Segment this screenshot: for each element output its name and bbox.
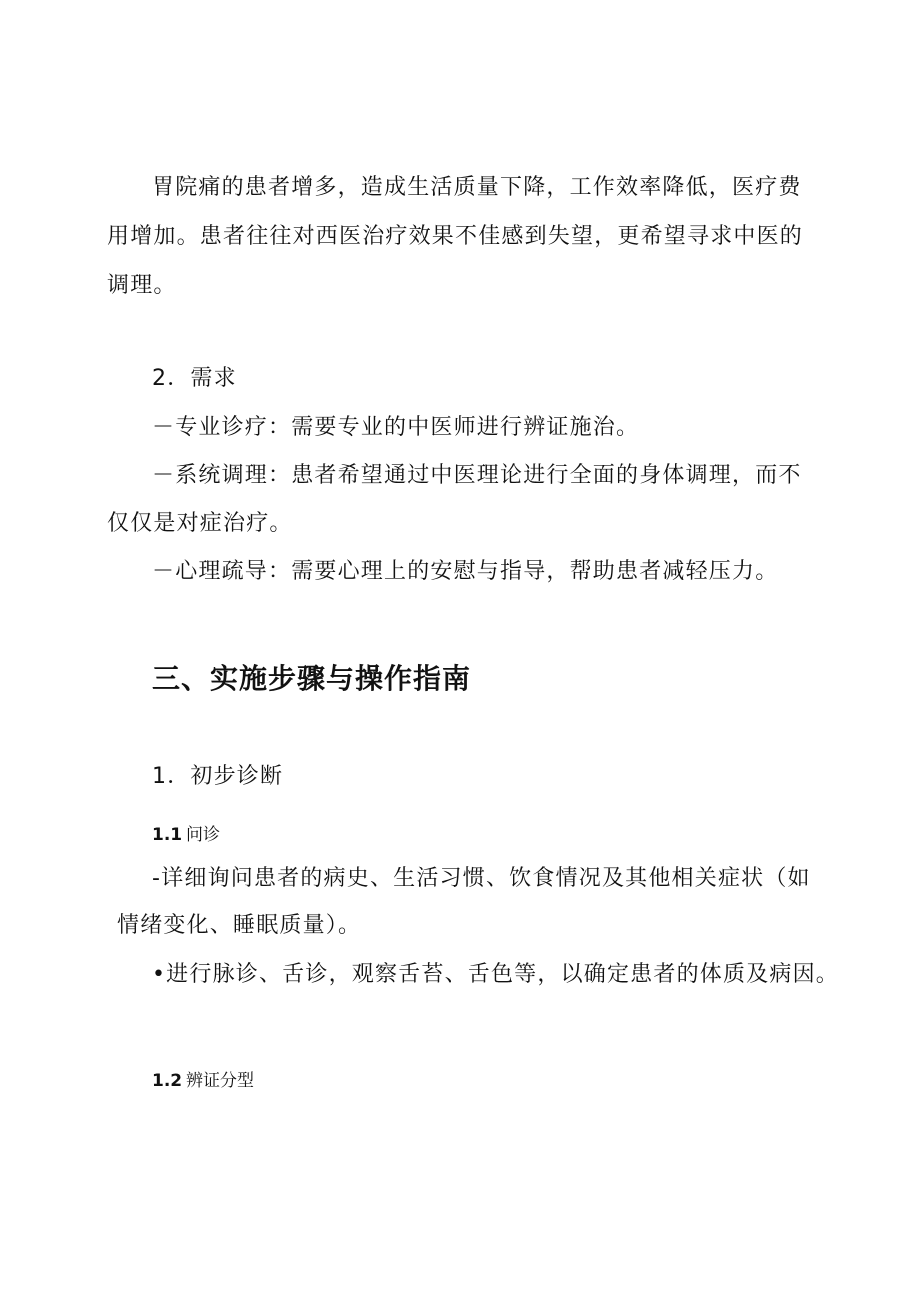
intro-line-3: 调理。 <box>107 273 177 298</box>
subsection-number: 1.2 <box>152 1071 183 1091</box>
section-title: 三、实施步骤与操作指南 <box>152 662 472 695</box>
subsection-label: 问诊 <box>186 825 220 845</box>
pulse-tongue-item: •进行脉诊、舌诊，观察舌苔、舌色等，以确定患者的体质及病因。 <box>152 962 839 987</box>
needs-item-psychological: －心理疏导：需要心理上的安慰与指导，帮助患者减轻压力。 <box>152 559 779 584</box>
subsection-1-1 <box>152 823 220 847</box>
intro-line-1: 胃院痛的患者增多，造成生活质量下降，工作效率降低，医疗费 <box>152 175 802 200</box>
inquiry-item-line-1: -详细询问患者的病史、生活习惯、饮食情况及其他相关症状（如 <box>152 866 811 891</box>
step-heading-initial-diagnosis: 1．初步诊断 <box>152 764 284 789</box>
needs-item-system-line-2: 仅仅是对症治疗。 <box>107 511 293 536</box>
intro-line-2: 用增加。患者往往对西医治疗效果不佳感到失望，更希望寻求中医的 <box>107 224 804 249</box>
needs-heading: 2．需求 <box>152 366 237 391</box>
needs-item-professional: －专业诊疗：需要专业的中医师进行辨证施治。 <box>152 415 640 440</box>
inquiry-item-line-2: 情绪变化、睡眠质量）。 <box>117 913 362 938</box>
subsection-number: 1.1 <box>152 825 183 845</box>
subsection-label: 辨证分型 <box>186 1071 254 1091</box>
needs-item-system-line-1: －系统调理：患者希望通过中医理论进行全面的身体调理，而不 <box>152 463 802 488</box>
subsection-1-2 <box>152 1069 254 1093</box>
